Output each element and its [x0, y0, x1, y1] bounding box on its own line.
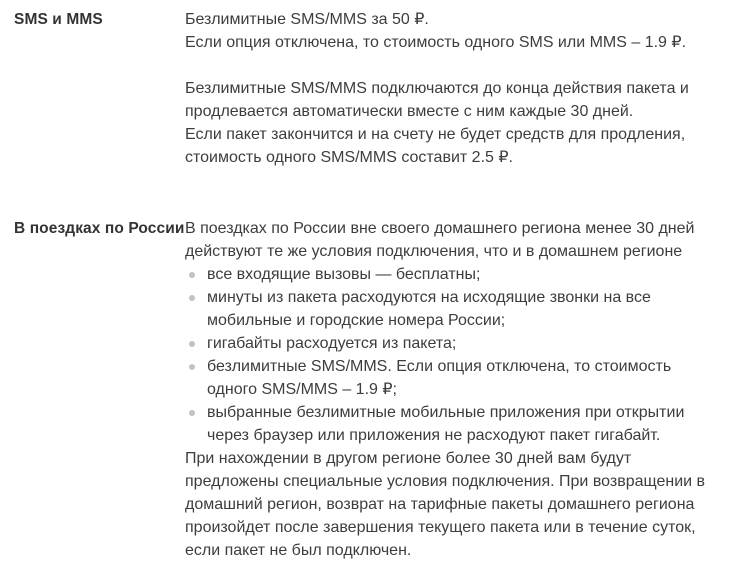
bullet-item-text: гигабайты расходуется из пакета; — [207, 335, 457, 352]
bullet-dot-icon — [189, 272, 195, 278]
bullet-item — [189, 401, 723, 447]
text-line: Если опция отключена, то стоимость одного SMS или MMS – 1.9 ₽. — [185, 34, 687, 51]
bullet-item — [189, 332, 723, 355]
bullet-dot-icon — [189, 410, 195, 416]
paragraph-travel-intro: В поездках по России вне своего домашнего региона менее 30 дней действуют те же условия подключения, что и в домашнем регионе — [185, 220, 695, 260]
paragraph-sms-renewal — [185, 77, 723, 169]
bullet-item — [189, 263, 723, 286]
section-label-travel-russia: В поездках по России — [14, 220, 185, 237]
section-content-sms-mms — [185, 8, 723, 169]
section-label-sms-mms: SMS и MMS — [14, 11, 103, 28]
bullet-item-text: минуты из пакета расходуются на исходящие звонки на все мобильные и городские номера России; — [207, 289, 651, 329]
bullet-item-text: безлимитные SMS/MMS. Если опция отключена, то стоимость одного SMS/MMS – 1.9 ₽; — [207, 358, 672, 398]
text-line: Безлимитные SMS/MMS подключаются до конца действия пакета и продлевается автоматически вместе с ним каждые 30 дней. — [185, 80, 689, 120]
bullet-dot-icon — [189, 295, 195, 301]
section-content-travel-russia — [185, 217, 723, 562]
bullet-item — [189, 286, 723, 332]
paragraph-travel-outro: При нахождении в другом регионе более 30 дней вам будут предложены специальные условия подключения. При возвращении в домашний регион, возврат на тарифные пакеты домашнего региона произойдет после завершения текущего пакета или в течение суток, если пакет не был подключен. — [185, 450, 706, 559]
bullet-dot-icon — [189, 364, 195, 370]
section-sms-mms — [14, 8, 723, 169]
text-line: Если пакет закончится и на счету не будет средств для продления, стоимость одного SMS/MMS составит 2.5 ₽. — [185, 126, 686, 166]
bullet-item — [189, 355, 723, 401]
bullet-item-text: все входящие вызовы — бесплатны; — [207, 266, 481, 283]
paragraph-sms-price — [185, 8, 723, 54]
bullet-dot-icon — [189, 341, 195, 347]
text-line: Безлимитные SMS/MMS за 50 ₽. — [185, 11, 429, 28]
section-travel-russia — [14, 217, 723, 562]
travel-conditions-bullet-list — [185, 263, 723, 447]
bullet-item-text: выбранные безлимитные мобильные приложения при открытии через браузер или приложения не расходуют пакет гигабайт. — [207, 404, 685, 444]
